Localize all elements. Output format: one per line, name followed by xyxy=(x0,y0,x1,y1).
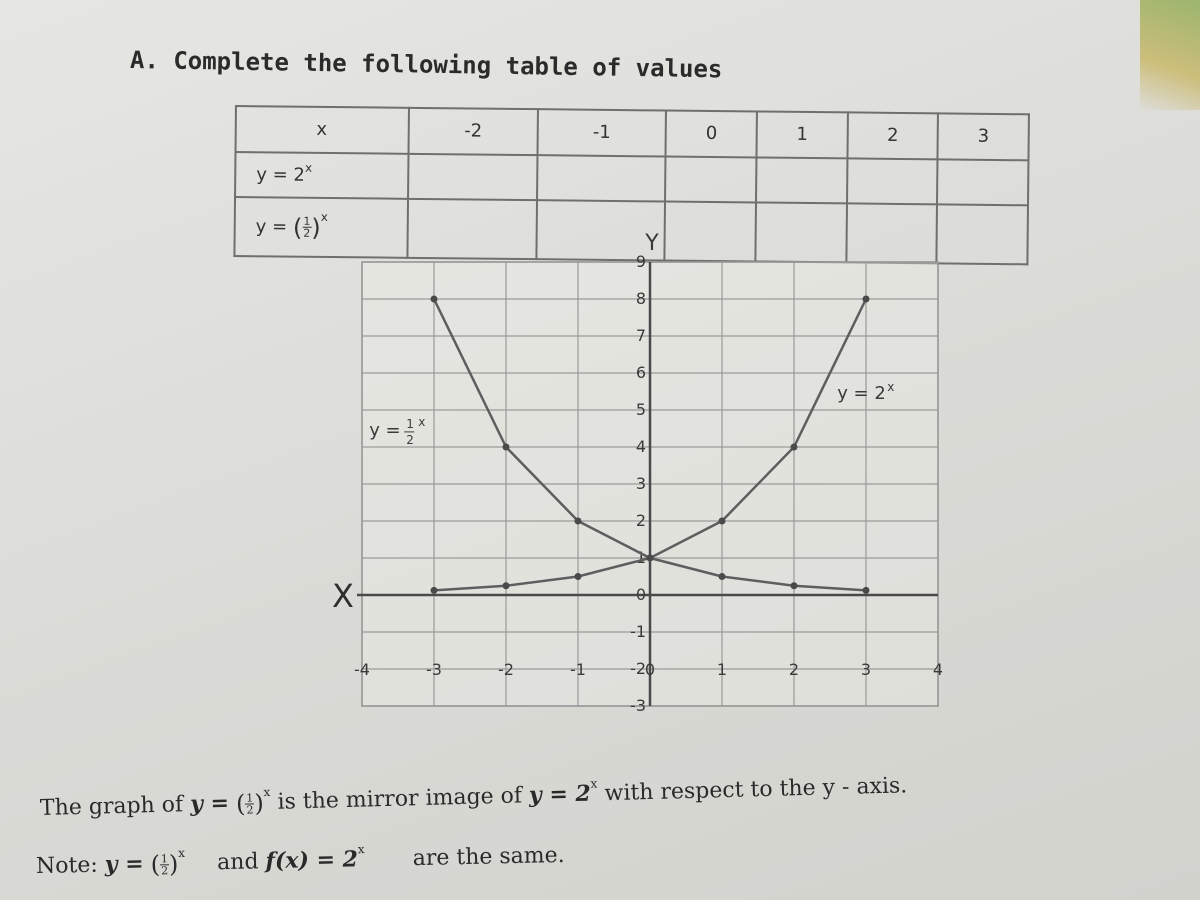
data-point xyxy=(719,573,726,580)
y-tick-label: 1 xyxy=(635,548,646,567)
worksheet-heading: A. Complete the following table of values xyxy=(129,46,723,84)
series-label-fraction-den: 2 xyxy=(406,432,414,447)
y-tick-label: 9 xyxy=(635,252,646,271)
exponent: x xyxy=(320,209,328,224)
data-point xyxy=(863,296,870,303)
data-point xyxy=(863,587,870,594)
data-point xyxy=(503,582,510,589)
fraction: $\frac{1}{2}$ xyxy=(303,214,311,241)
series-label-2x: y = 2 xyxy=(837,382,886,404)
data-point xyxy=(503,444,510,451)
data-point xyxy=(791,582,798,589)
series-label-fraction-num: 1 xyxy=(406,416,414,431)
y-tick-label: -3 xyxy=(630,696,646,715)
y-tick-label: 8 xyxy=(635,289,646,308)
y-tick-label: 5 xyxy=(635,400,646,419)
x-tick-label: 3 xyxy=(860,660,872,679)
row-label-half-x: y = ( $\frac{1}{2}$ )$^x$ xyxy=(234,197,408,257)
y-tick-label: 3 xyxy=(635,474,646,493)
y-tick-label: 0 xyxy=(635,585,646,604)
x-tick-label: 0 xyxy=(644,660,656,679)
x-label-cell: x xyxy=(236,106,409,154)
data-point xyxy=(719,518,726,525)
x-value-cell: 1 xyxy=(757,111,848,158)
x-tick-label: 4 xyxy=(932,660,944,679)
y-tick-label: -2 xyxy=(630,659,646,678)
data-point xyxy=(647,555,654,562)
x-axis-label: X xyxy=(332,577,354,615)
row-label-text: y = 2 xyxy=(256,164,306,186)
mirror-statement: The graph of y = ( $\frac{1}{2}$ )$^x$ is the mirror image of $y = 2^x$ with respect to the y - axis. xyxy=(39,773,908,821)
series-label-exponent: x xyxy=(418,414,426,429)
y-tick-label: 7 xyxy=(635,326,646,345)
y-tick-label: 6 xyxy=(635,363,646,382)
x-tick-label: 1 xyxy=(716,660,728,679)
x-tick-label: -2 xyxy=(498,660,514,679)
y-tick-label: -1 xyxy=(630,622,646,641)
series-label-exponent: x xyxy=(887,379,895,394)
data-point xyxy=(791,444,798,451)
row-label-text: y = xyxy=(255,215,288,238)
x-value-cell: 2 xyxy=(847,112,938,159)
x-value-cell: 0 xyxy=(666,111,757,158)
x-tick-label: -3 xyxy=(426,660,442,679)
y-tick-label: 4 xyxy=(635,437,646,456)
data-point xyxy=(575,573,582,580)
x-tick-label: -1 xyxy=(570,660,586,679)
x-value-cell: 3 xyxy=(938,113,1029,160)
data-point xyxy=(431,296,438,303)
x-tick-label: -4 xyxy=(354,660,370,679)
note-line: Note: y = ( $\frac{1}{2}$ )$^x$ and $f(x) = 2^x$ are the same. xyxy=(35,842,565,879)
y-tick-label: 2 xyxy=(635,511,646,530)
x-value-cell: -1 xyxy=(537,109,666,156)
x-value-cell: -2 xyxy=(409,108,538,155)
series-label-half-x: y = xyxy=(369,419,401,441)
exponent: x xyxy=(304,160,313,175)
x-tick-label: 2 xyxy=(788,660,800,679)
data-point xyxy=(575,518,582,525)
y-axis-label: Y xyxy=(645,231,659,256)
data-point xyxy=(431,587,438,594)
